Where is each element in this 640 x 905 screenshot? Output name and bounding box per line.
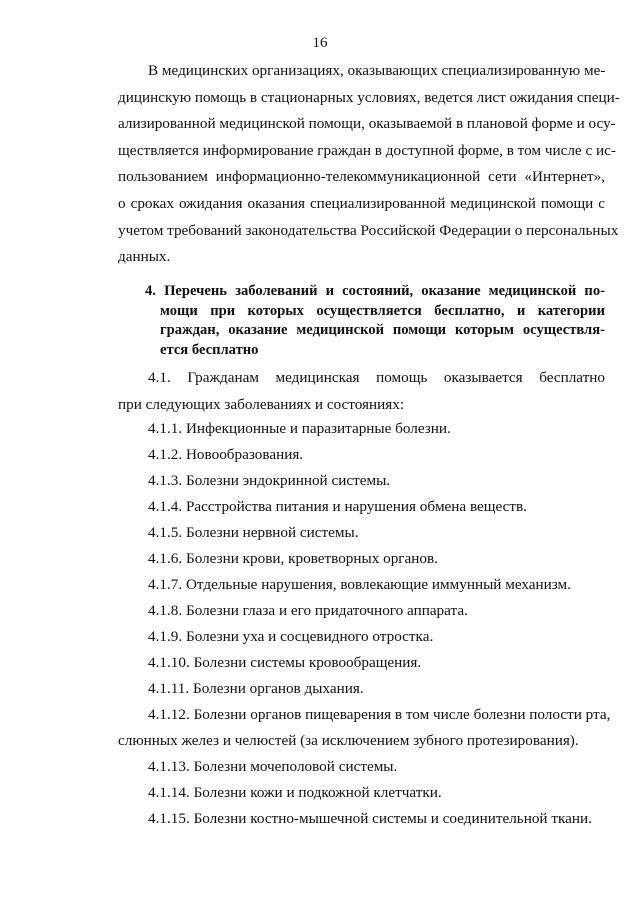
page-number: 16	[312, 35, 328, 51]
intro-line: учетом требований законодательства Российской Федерации о персональных	[118, 221, 619, 239]
list-item-line: слюнных желез и челюстей (за исключением зубного протезирования).	[118, 732, 579, 749]
list-item: 4.1.7. Отдельные нарушения, вовлекающие иммунный механизм.	[148, 576, 571, 593]
list-item: 4.1.9. Болезни уха и сосцевидного отростка.	[148, 628, 434, 645]
list-item: 4.1.10. Болезни системы кровообращения.	[148, 654, 422, 671]
list-item: 4.1.8. Болезни глаза и его придаточного аппарата.	[148, 602, 468, 619]
list-item: 4.1.3. Болезни эндокринной системы.	[148, 472, 391, 489]
intro-line: ализированной медицинской помощи, оказываемой в плановой форме и осу-	[118, 115, 616, 133]
heading-line: мощи при которых осуществляется бесплатно, и категории	[160, 302, 605, 319]
heading-line: ется бесплатно	[160, 341, 259, 358]
section-heading	[118, 282, 605, 360]
list-item: 4.1.2. Новообразования.	[148, 446, 304, 463]
list-intro-paragraph	[118, 364, 605, 418]
list-item: 4.1.5. Болезни нервной системы.	[148, 524, 359, 541]
list-item: 4.1.1. Инфекционные и паразитарные болезни.	[148, 420, 451, 437]
list-intro-line: при следующих заболеваниях и состояниях:	[118, 396, 405, 413]
intro-line: пользованием информационно-телекоммуникационной сети «Интернет»,	[118, 168, 605, 186]
list-item-line: 4.1.12. Болезни органов пищеварения в том числе болезни полости рта,	[148, 706, 611, 723]
list-item: 4.1.14. Болезни кожи и подкожной клетчатки.	[148, 784, 442, 801]
intro-paragraph	[118, 58, 620, 271]
intro-line: о сроках ожидания оказания специализированной медицинской помощи с	[118, 194, 605, 212]
list-item: 4.1.11. Болезни органов дыхания.	[148, 680, 364, 697]
list-item: 4.1.13. Болезни мочеполовой системы.	[148, 758, 398, 775]
list-item: 4.1.6. Болезни крови, кроветворных органов.	[148, 550, 438, 567]
intro-line: дицинскую помощь в стационарных условиях, ведется лист ожидания специ-	[118, 88, 620, 106]
intro-line: данных.	[118, 248, 171, 266]
intro-line: ществляется информирование граждан в доступной форме, в том числе с ис-	[118, 141, 616, 159]
intro-line: В медицинских организациях, оказывающих специализированную ме-	[148, 62, 606, 79]
list-item: 4.1.15. Болезни костно-мышечной системы и соединительной ткани.	[148, 810, 592, 827]
list-item-multiline	[118, 702, 611, 754]
disease-list	[118, 416, 611, 832]
list-item: 4.1.4. Расстройства питания и нарушения обмена веществ.	[148, 498, 527, 515]
heading-line: граждан, оказание медицинской помощи которым осуществля-	[160, 322, 605, 338]
list-intro-line: 4.1. Гражданам медицинская помощь оказывается бесплатно	[148, 369, 605, 386]
heading-line: 4. Перечень заболеваний и состояний, оказание медицинской по-	[145, 283, 605, 299]
